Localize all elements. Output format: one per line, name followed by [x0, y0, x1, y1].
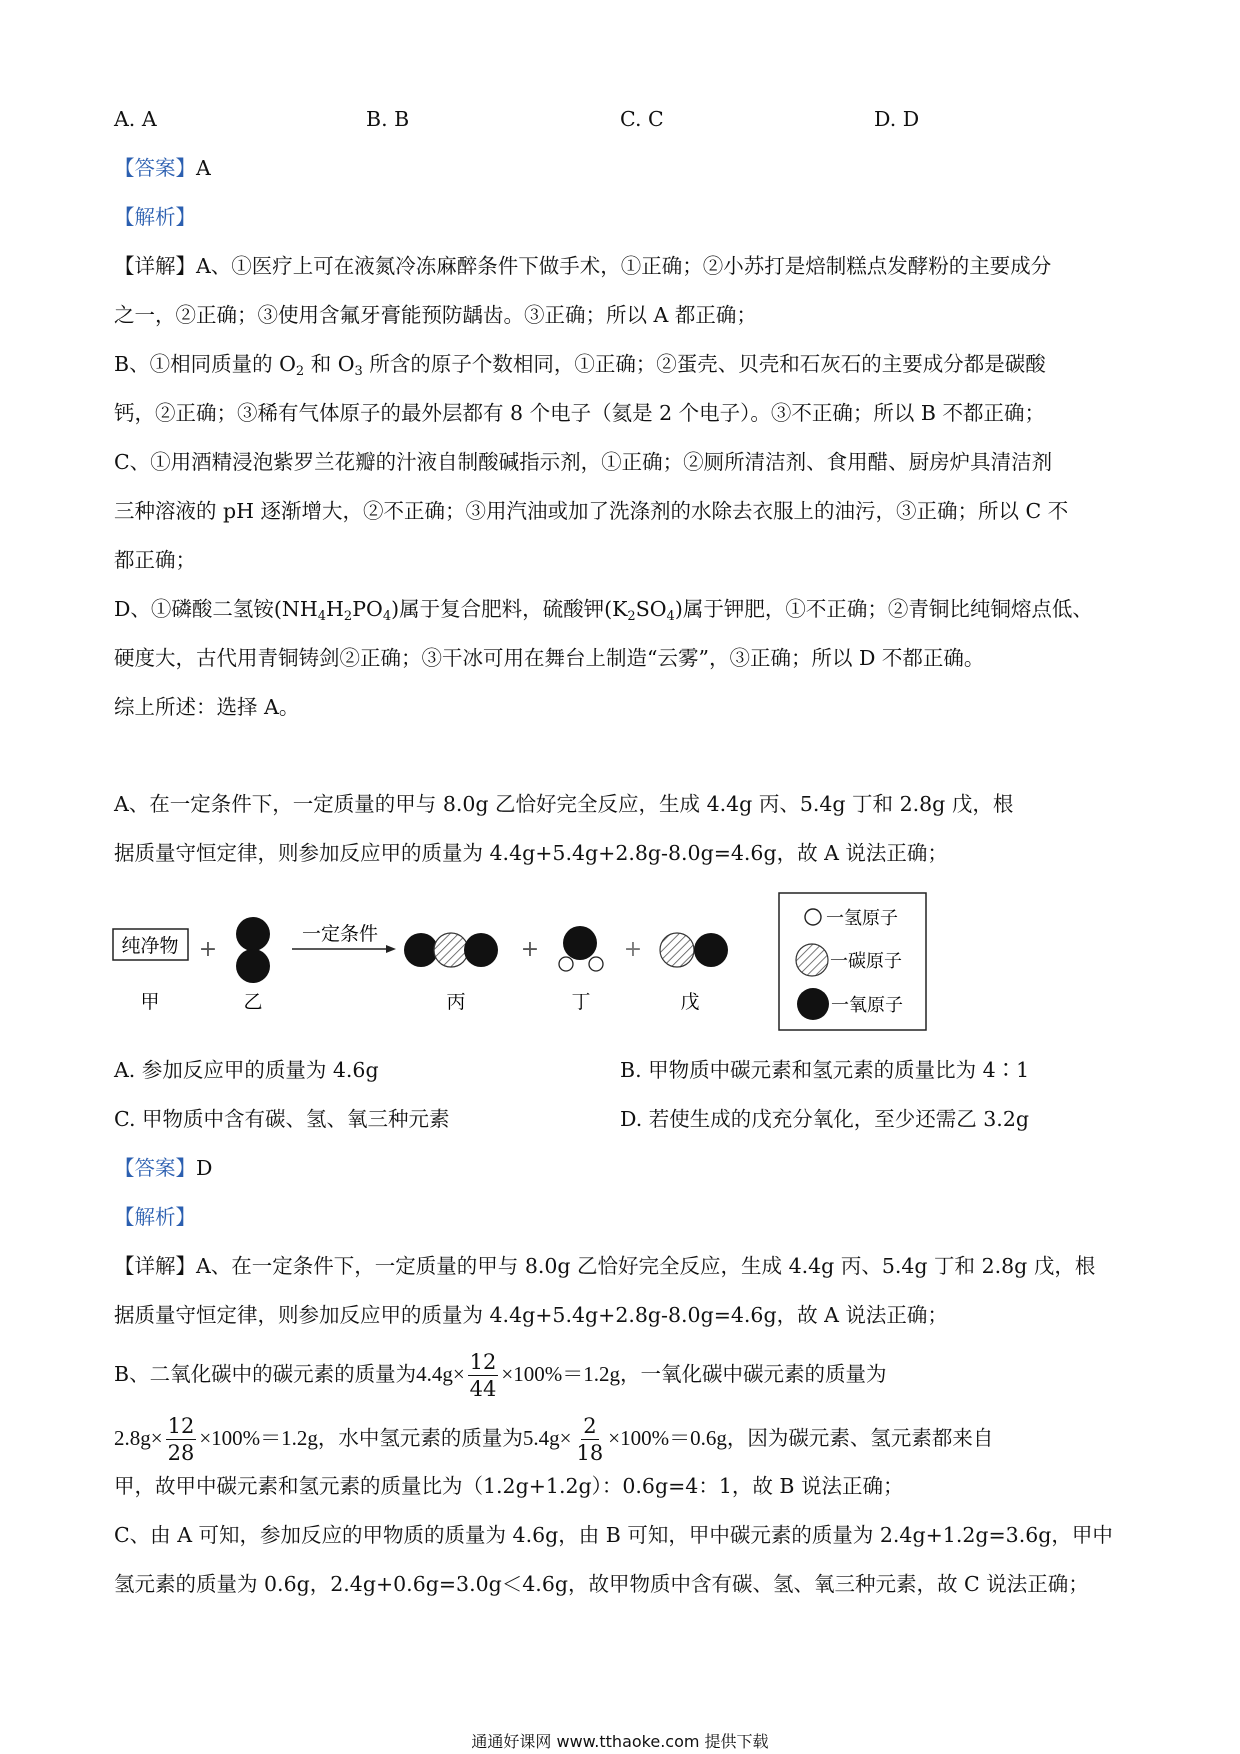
text-seg: H	[326, 597, 344, 621]
q4-detail-line-6: 三种溶液的 pH 逐渐增大，②不正确；③用汽油或加了洗涤剂的水除去衣服上的油污，③正确；所以 C 不	[114, 499, 1069, 523]
q5-option-c: C. 甲物质中含有碳、氢、氧三种元素	[114, 1107, 450, 1131]
q4-option-a: A. A	[114, 107, 157, 131]
label-wu: 戊	[680, 991, 700, 1013]
detail-tag: 【详解】	[114, 254, 196, 278]
oxygen-atom	[404, 933, 438, 967]
q5-detail-line-7: 氢元素的质量为 0.6g，2.4g+0.6g=3.0g＜4.6g，故甲物质中含有碳、氢、氧三种元素，故 C 说法正确；	[114, 1572, 1089, 1596]
plus-sign: +	[623, 937, 643, 962]
fraction-numerator: 2	[583, 1414, 597, 1438]
fraction-denominator: 44	[469, 1377, 497, 1401]
legend-oxygen: 一氧原子	[831, 995, 903, 1016]
subscript: 4	[382, 609, 392, 624]
q5-detail-line-3	[114, 1344, 887, 1404]
q4-detail-line-1	[114, 251, 1051, 281]
q4-option-b: B. B	[366, 107, 410, 131]
text-seg: PO	[352, 597, 383, 621]
plus-sign: +	[198, 937, 218, 962]
oxygen-atom	[563, 926, 597, 960]
plus-sign: +	[520, 937, 540, 962]
subscript: 2	[295, 364, 305, 379]
hydrogen-atom	[559, 957, 573, 971]
label-ding: 丁	[571, 991, 591, 1013]
fraction-denominator: 28	[167, 1441, 195, 1465]
text-seg: )属于钾肥，①不正确；②青铜比纯铜熔点低、	[674, 597, 1093, 621]
subscript: 4	[317, 609, 327, 624]
legend-carbon: 一碳原子	[830, 951, 902, 972]
label-jia: 甲	[140, 991, 160, 1013]
subscript: 3	[354, 364, 363, 379]
formula: 2.8g×	[114, 1426, 163, 1450]
label-bing: 丙	[446, 991, 466, 1013]
oxygen-atom	[236, 949, 270, 983]
q4-detail-line-4: 钙，②正确；③稀有气体原子的最外层都有 8 个电子（氦是 2 个电子）。③不正确；所以 B 不都正确；	[114, 401, 1045, 425]
answer-value: D	[196, 1156, 213, 1180]
detail-tag: 【详解】	[114, 1254, 196, 1278]
q4-detail-line-8	[114, 594, 1093, 632]
hydrogen-atom	[589, 957, 603, 971]
answer-tag: 【答案】	[114, 156, 196, 180]
oxygen-atom-legend	[797, 988, 829, 1020]
q5-option-d: D. 若使生成的戊充分氧化，至少还需乙 3.2g	[620, 1107, 1029, 1131]
answer-tag: 【答案】	[114, 1156, 196, 1180]
analysis-tag: 【解析】	[114, 1205, 196, 1229]
q5-detail-line-6: C、由 A 可知，参加反应的甲物质的质量为 4.6g，由 B 可知，甲中碳元素的质量为 2.4g+1.2g=3.6g，甲中	[114, 1523, 1113, 1547]
q4-detail-line-5: C、①用酒精浸泡紫罗兰花瓣的汁液自制酸碱指示剂，①正确；②厕所清洁剂、食用醋、厨房炉具清洁剂	[114, 450, 1053, 474]
q4-detail-line-3	[114, 349, 1046, 387]
q5-detail-line-1	[114, 1251, 1095, 1281]
text-seg: D、①磷酸二氢铵(NH	[114, 597, 318, 621]
text-seg: ，一氧化碳中碳元素的质量为	[620, 1362, 887, 1386]
q4-detail-line-2: 之一，②正确；③使用含氟牙膏能预防龋齿。③正确；所以 A 都正确；	[114, 303, 757, 327]
text-seg: ，因为碳元素、氢元素都来自	[726, 1426, 994, 1450]
arrow-head	[386, 945, 396, 953]
detail-text: A、①医疗上可在液氮冷冻麻醉条件下做手术，①正确；②小苏打是焙制糕点发酵粉的主要成分	[196, 254, 1052, 278]
text-seg: B、二氧化碳中的碳元素的质量为	[114, 1362, 417, 1386]
reaction-condition: 一定条件	[301, 923, 379, 945]
q5-option-a: A. 参加反应甲的质量为 4.6g	[114, 1058, 379, 1082]
analysis-tag: 【解析】	[114, 205, 196, 229]
oxygen-atom	[236, 917, 270, 951]
formula: 5.4g×	[522, 1426, 572, 1450]
formula: ×100%＝1.2g	[199, 1426, 318, 1450]
carbon-atom-legend	[796, 944, 828, 976]
text-seg: ，水中氢元素的质量为	[317, 1426, 523, 1450]
text-seg: SO	[635, 597, 667, 621]
fraction	[575, 1413, 606, 1466]
oxygen-atom	[464, 933, 498, 967]
q5-detail-line-5: 甲，故甲中碳元素和氢元素的质量比为（1.2g+1.2g）：0.6g=4：1，故 B 说法正确；	[114, 1474, 904, 1498]
text-seg: B、①相同质量的 O	[114, 352, 296, 376]
detail-text: A、在一定条件下，一定质量的甲与 8.0g 乙恰好完全反应，生成 4.4g 丙、5.4g 丁和 2.8g 戊，根	[196, 1254, 1096, 1278]
text-seg: )属于复合肥料，硫酸钾(K	[391, 597, 628, 621]
q5-stem-line-2: 据质量守恒定律，则参加反应甲的质量为 4.4g+5.4g+2.8g-8.0g=4.6g，故 A 说法正确；	[114, 841, 948, 865]
subscript: 2	[343, 609, 353, 624]
subscript: 2	[627, 609, 636, 624]
q4-option-d: D. D	[874, 107, 920, 131]
legend-box	[779, 893, 926, 1030]
fraction	[166, 1413, 197, 1466]
page-footer: 通通好课网 www.tthaoke.com 提供下载	[471, 1732, 769, 1751]
legend-hydrogen: 一氢原子	[826, 908, 898, 929]
q4-summary: 综上所述：选择 A。	[114, 695, 300, 719]
hydrogen-atom-legend	[805, 909, 821, 925]
q4-answer	[114, 153, 211, 183]
q5-analysis	[114, 1202, 196, 1232]
formula: ×100%＝0.6g	[608, 1426, 727, 1450]
fraction	[468, 1349, 499, 1402]
q5-detail-line-2: 据质量守恒定律，则参加反应甲的质量为 4.4g+5.4g+2.8g-8.0g=4.6g，故 A 说法正确；	[114, 1303, 948, 1327]
formula: ×100%＝1.2g	[501, 1362, 620, 1386]
subscript: 4	[666, 609, 675, 624]
text-seg: 所含的原子个数相同，①正确；②蛋壳、贝壳和石灰石的主要成分都是碳酸	[362, 352, 1046, 376]
box-label: 纯净物	[121, 935, 179, 957]
carbon-atom	[434, 933, 468, 967]
fraction-numerator: 12	[469, 1350, 497, 1374]
q4-detail-line-9: 硬度大，古代用青铜铸剑②正确；③干冰可用在舞台上制造“云雾”，③正确；所以 D 不都正确。	[114, 646, 985, 670]
q4-option-c: C. C	[620, 107, 664, 131]
q5-option-b: B. 甲物质中碳元素和氢元素的质量比为 4∶1	[620, 1058, 1030, 1082]
q5-stem-line-1: A、在一定条件下，一定质量的甲与 8.0g 乙恰好完全反应，生成 4.4g 丙、5.4g 丁和 2.8g 戊，根	[114, 792, 1014, 816]
carbon-atom	[660, 933, 694, 967]
fraction-numerator: 12	[167, 1414, 195, 1438]
label-yi: 乙	[243, 991, 263, 1013]
q4-analysis	[114, 202, 196, 232]
oxygen-atom	[694, 933, 728, 967]
fraction-denominator: 18	[576, 1441, 604, 1465]
pure-substance-box	[113, 929, 188, 960]
q5-answer	[114, 1153, 212, 1183]
formula: 4.4g×	[416, 1362, 465, 1386]
q5-detail-line-4	[114, 1408, 993, 1468]
answer-value: A	[196, 156, 211, 180]
text-seg: 和 O	[304, 352, 355, 376]
q4-detail-line-7: 都正确；	[114, 548, 196, 572]
